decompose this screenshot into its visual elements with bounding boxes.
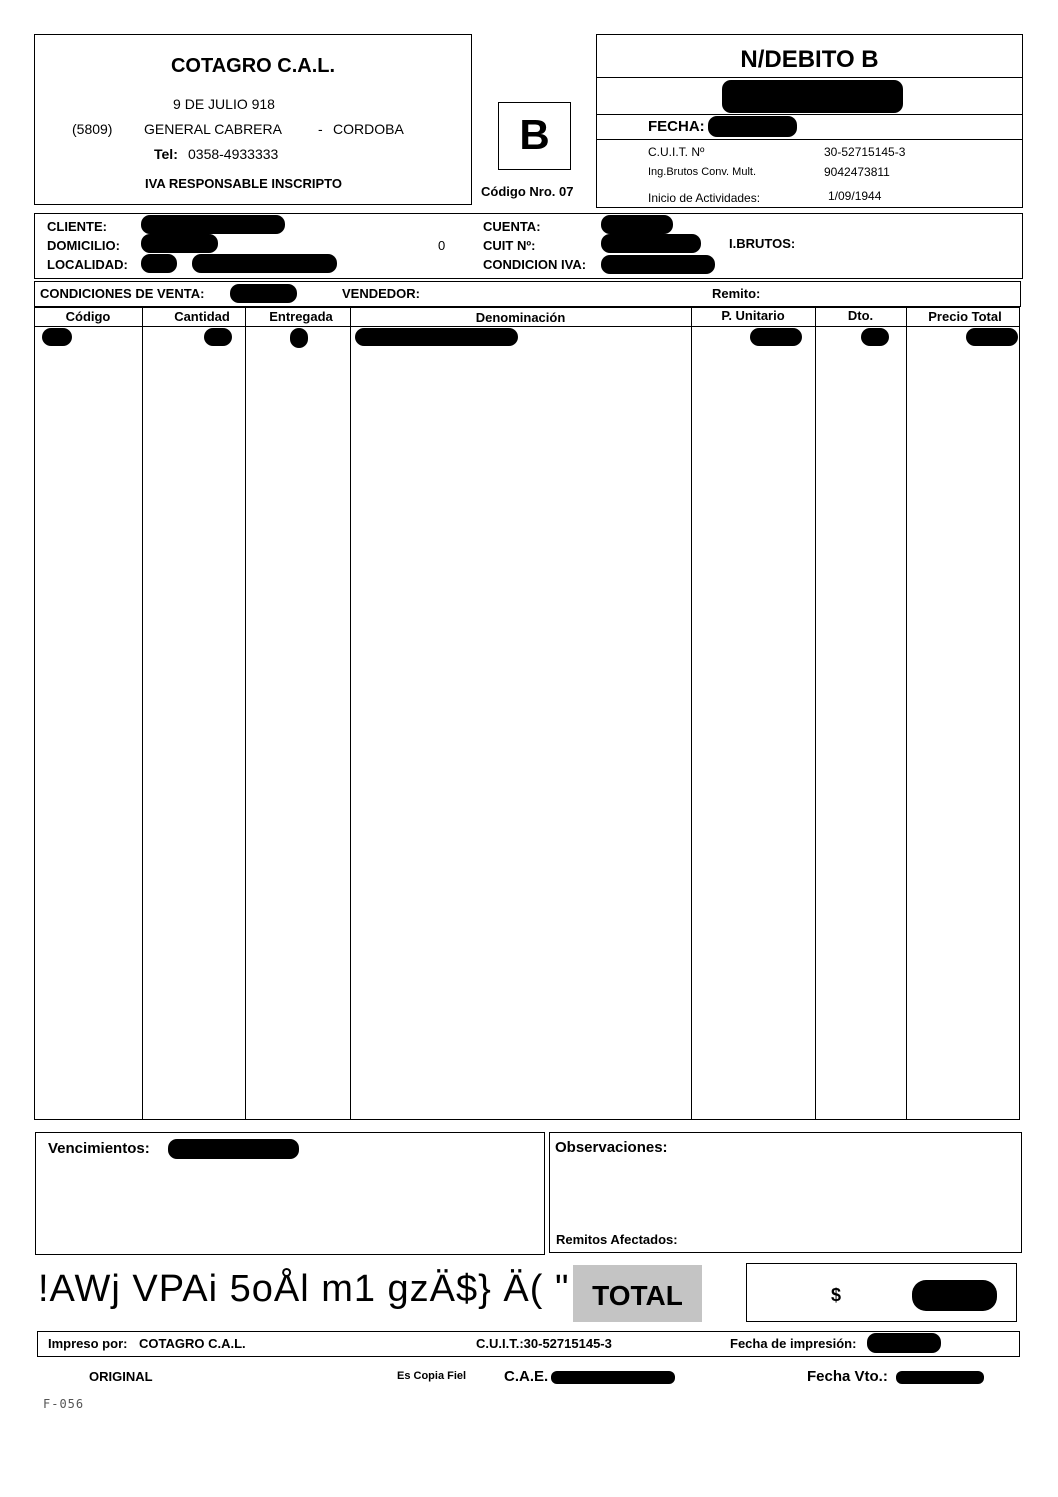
total-currency: $ (831, 1285, 842, 1305)
localidad-redacted (192, 254, 337, 273)
row-denominacion-redacted (355, 328, 518, 346)
fecha-impresion-redacted (867, 1333, 941, 1353)
inicio-value: 1/09/1944 (828, 189, 882, 203)
company-province: CORDOBA (333, 121, 404, 137)
fecha-redacted (708, 116, 797, 137)
cuenta-redacted (601, 215, 673, 234)
client-cuit-label: CUIT Nº: (483, 238, 536, 253)
domicilio-redacted (141, 234, 218, 253)
fecha-impresion-label: Fecha de impresión: (730, 1336, 857, 1351)
fecha-label: FECHA: (648, 118, 705, 135)
doc-divider-1 (596, 77, 1023, 78)
items-table (34, 307, 1020, 1120)
row-dto-redacted (861, 328, 889, 346)
ibrutos-label: I.BRUTOS: (729, 236, 796, 251)
col-divider-2 (245, 307, 246, 1120)
letter-b: B (519, 111, 550, 158)
header-divider (34, 326, 1020, 327)
remito-label: Remito: (712, 286, 761, 301)
col-divider-6 (906, 307, 907, 1120)
localidad-cp-redacted (141, 254, 177, 273)
localidad-label: LOCALIDAD: (47, 257, 128, 272)
col-divider-1 (142, 307, 143, 1120)
header-dto: Dto. (847, 308, 874, 323)
codigo-nro: Código Nro. 07 (481, 184, 574, 199)
cae-redacted (551, 1371, 675, 1384)
row-precio-total-redacted (966, 328, 1018, 346)
copia-fiel-label: Es Copia Fiel (397, 1370, 467, 1382)
header-entregada: Entregada (269, 309, 333, 324)
inicio-label: Inicio de Actividades: (648, 191, 761, 205)
condicion-iva-redacted (601, 255, 715, 274)
total-redacted (912, 1280, 997, 1311)
row-cantidad-redacted (204, 328, 232, 346)
row-codigo-redacted (42, 328, 72, 346)
observaciones-label: Observaciones: (555, 1139, 668, 1156)
company-tel: 0358-4933333 (188, 146, 279, 162)
total-label: TOTAL (573, 1265, 702, 1322)
cuenta-label: CUENTA: (483, 219, 541, 234)
company-postal-code: (5809) (72, 121, 113, 137)
ib-value: 9042473811 (824, 165, 890, 179)
doc-divider-3 (596, 139, 1023, 140)
header-precio-total: Precio Total (928, 309, 1002, 324)
vendedor-label: VENDEDOR: (342, 286, 421, 301)
domicilio-number: 0 (438, 238, 446, 253)
col-divider-3 (350, 307, 351, 1120)
cuit-value: 30-52715145-3 (824, 145, 906, 159)
header-p-unitario: P. Unitario (721, 308, 785, 323)
company-name: COTAGRO C.A.L. (170, 55, 336, 77)
condiciones-venta-redacted (230, 284, 297, 303)
doc-divider-2 (596, 114, 1023, 115)
col-divider-4 (691, 307, 692, 1120)
company-address: 9 DE JULIO 918 (173, 96, 275, 112)
header-denominacion: Denominación (475, 310, 566, 325)
cliente-label: CLIENTE: (47, 219, 107, 234)
doc-number-redacted (722, 80, 903, 113)
vencimientos-redacted (168, 1139, 299, 1159)
company-iva: IVA RESPONSABLE INSCRIPTO (145, 176, 342, 191)
header-cantidad: Cantidad (174, 309, 230, 324)
original-label: ORIGINAL (89, 1369, 153, 1384)
form-code: F-056 (43, 1397, 85, 1411)
condicion-iva-label: CONDICION IVA: (483, 257, 587, 272)
impreso-label: Impreso por: (48, 1336, 128, 1351)
col-divider-5 (815, 307, 816, 1120)
footer-cuit: C.U.I.T.:30-52715145-3 (476, 1336, 612, 1351)
fecha-vto-label: Fecha Vto.: (807, 1368, 888, 1385)
vencimientos-label: Vencimientos: (48, 1140, 150, 1157)
cae-label: C.A.E. (504, 1368, 549, 1385)
cuit-label: C.U.I.T. Nº (648, 145, 705, 159)
ib-label: Ing.Brutos Conv. Mult. (648, 166, 757, 178)
doc-title: N/DEBITO B (740, 46, 879, 73)
row-entregada-redacted (290, 328, 308, 348)
remitos-afectados-label: Remitos Afectados: (556, 1232, 678, 1247)
company-city: GENERAL CABRERA (144, 121, 282, 137)
header-codigo: Código (65, 309, 111, 324)
row-p-unitario-redacted (750, 328, 802, 346)
condiciones-venta-label: CONDICIONES DE VENTA: (40, 286, 205, 301)
domicilio-label: DOMICILIO: (47, 238, 120, 253)
cliente-redacted (141, 215, 285, 234)
impreso-value: COTAGRO C.A.L. (139, 1336, 246, 1351)
company-tel-label: Tel: (154, 146, 178, 162)
company-separator: - (318, 121, 323, 137)
barcode-text: !AWj VPAi 5oÅl m1 gzÄ$} Ä( " (38, 1268, 570, 1310)
fecha-vto-redacted (896, 1371, 984, 1384)
client-cuit-redacted (601, 234, 701, 253)
